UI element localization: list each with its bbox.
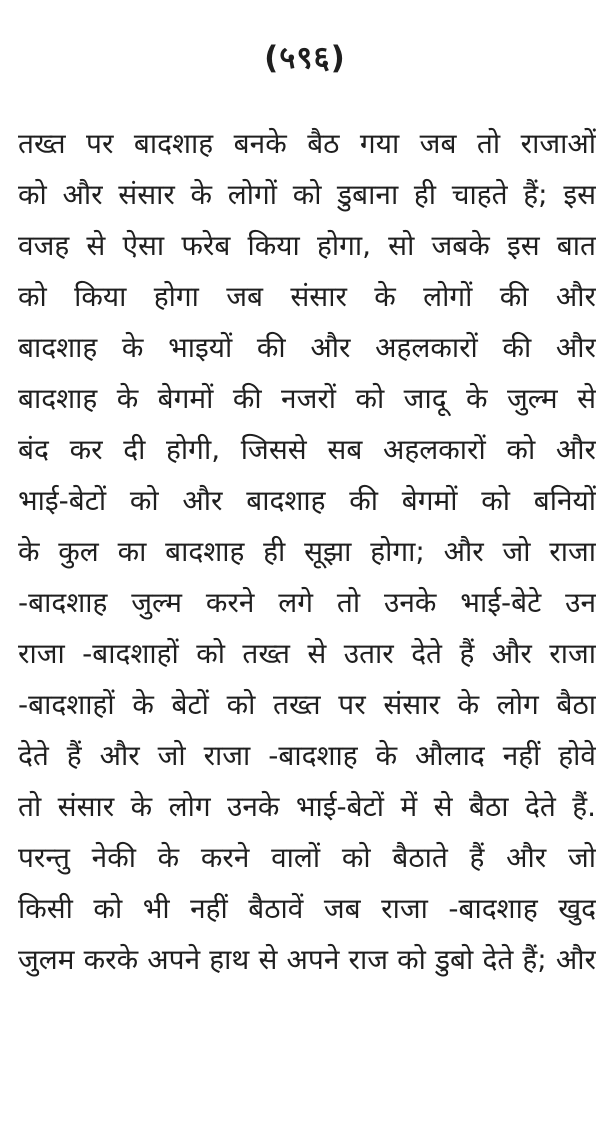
text-line: को और संसार के लोगों को डुबाना ही चाहते हैं; इस [18, 178, 596, 211]
text-line: तो संसार के लोग उनके भाई-बेटों में से बैठा देते हैं. [18, 790, 596, 823]
text-line: तख्त पर बादशाह बनके बैठ गया जब तो राजाओं [18, 127, 596, 160]
text-line: वजह से ऐसा फरेब किया होगा, सो जबके इस बात [18, 229, 596, 262]
text-line: बादशाह के बेगमों की नजरों को जादू के जुल्म से [18, 382, 596, 415]
text-line: -बादशाहों के बेटों को तख्त पर संसार के लोग बैठा [18, 688, 596, 721]
text-line: बादशाह के भाइयों की और अहलकारों की और [18, 331, 596, 364]
text-line: परन्तु नेकी के करने वालों को बैठाते हैं और जो [18, 841, 596, 874]
text-line: किसी को भी नहीं बैठावें जब राजा -बादशाह खुद [18, 892, 596, 925]
text-line: राजा -बादशाहों को तख्त से उतार देते हैं और राजा [18, 637, 596, 670]
page-number: (५९६) [264, 40, 346, 76]
text-line: बंद कर दी होगी, जिससे सब अहलकारों को और [18, 433, 596, 466]
body-text [18, 118, 596, 985]
text-line: के कुल का बादशाह ही सूझा होगा; और जो राजा [18, 535, 596, 568]
text-line: को किया होगा जब संसार के लोगों की और [18, 280, 596, 313]
text-line: जुलम करके अपने हाथ से अपने राज को डुबो देते हैं; और [18, 943, 596, 976]
text-line: भाई-बेटों को और बादशाह की बेगमों को बनियों [18, 484, 596, 517]
text-line: देते हैं और जो राजा -बादशाह के औलाद नहीं होवे [18, 739, 596, 772]
text-line: -बादशाह जुल्म करने लगे तो उनके भाई-बेटे उन [18, 586, 596, 619]
